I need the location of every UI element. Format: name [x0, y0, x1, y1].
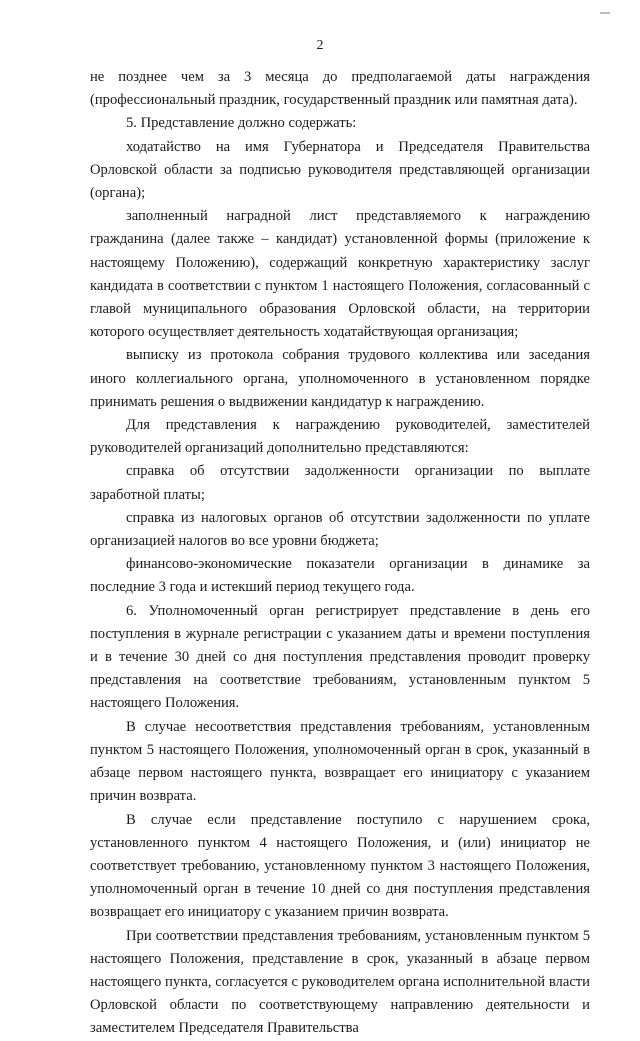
page-number: 2: [316, 38, 324, 53]
paragraph-late-submission: В случае если представление поступило с нарушением срока, установленного пунктом 4 настоящего Положения, и (или) инициатор не соответствует требованию, установленному пунктом 3 настоящего Положения, уполномоченный орган в течение 10 дней со дня поступления представления возвращает его инициатору с указанием причин возврата.: [90, 811, 590, 921]
paragraph-item-5-heading: 5. Представление должно содержать:: [126, 115, 357, 132]
paragraph-nonconformity: В случае несоответствия представления требованиям, установленным пунктом 5 настоящего Положения, уполномоченный орган в срок, указанный в абзаце первом настоящего пункта, возвращает его инициатору с указанием причин возврата.: [90, 718, 590, 805]
paragraph-salary-certificate: справка об отсутствии задолженности организации по выплате заработной платы;: [90, 463, 590, 503]
paragraph-award-sheet: заполненный наградной лист представляемого к награждению гражданина (далее также – кандидат) установленной формы (приложение к настоящему Положению), содержащий конкретную характеристику заслуг кандидата в соответствии с пунктом 1 настоящего Положения, согласованный с главой муниципального образования Орловской области, на территории которого осуществляет деятельность ходатайствующая организация;: [90, 208, 590, 341]
paragraph-managers-intro: Для представления к награждению руководителей, заместителей руководителей организаций дополнительно представляются:: [90, 417, 590, 457]
paragraph-petition: ходатайство на имя Губернатора и Председателя Правительства Орловской области за подписью руководителя представляющей организации (органа);: [90, 138, 590, 202]
document-body: [90, 66, 590, 1041]
paragraph-tax-certificate: справка из налоговых органов об отсутствии задолженности по уплате организацией налогов во все уровни бюджета;: [90, 509, 590, 550]
scan-artifact: [600, 12, 610, 14]
paragraph-protocol-extract: выписку из протокола собрания трудового коллектива или заседания иного коллегиального органа, уполномоченного в установленном порядке принимать решения о выдвижении кандидатур к награждению.: [90, 347, 590, 410]
paragraph-continuation: не позднее чем за 3 месяца до предполагаемой даты награждения (профессиональный праздник, государственный праздник или памятная дата).: [90, 69, 590, 109]
paragraph-item-6: 6. Уполномоченный орган регистрирует представление в день его поступления в журнале регистрации с указанием даты и времени поступления и в течение 30 дней со дня поступления представления проводит проверку представления на соответствие требованиям, установленным пунктом 5 настоящего Положения.: [90, 602, 590, 712]
paragraph-conformity: При соответствии представления требованиям, установленным пунктом 5 настоящего Положения, представление в срок, указанный в абзаце первом настоящего пункта, согласуется с руководителем органа исполнительной власти Орловской области по соответствующему направлению деятельности и заместителем Председателя Правительства: [90, 927, 590, 1037]
paragraph-financial-indicators: финансово-экономические показатели организации в динамике за последние 3 года и истекший период текущего года.: [90, 556, 590, 596]
